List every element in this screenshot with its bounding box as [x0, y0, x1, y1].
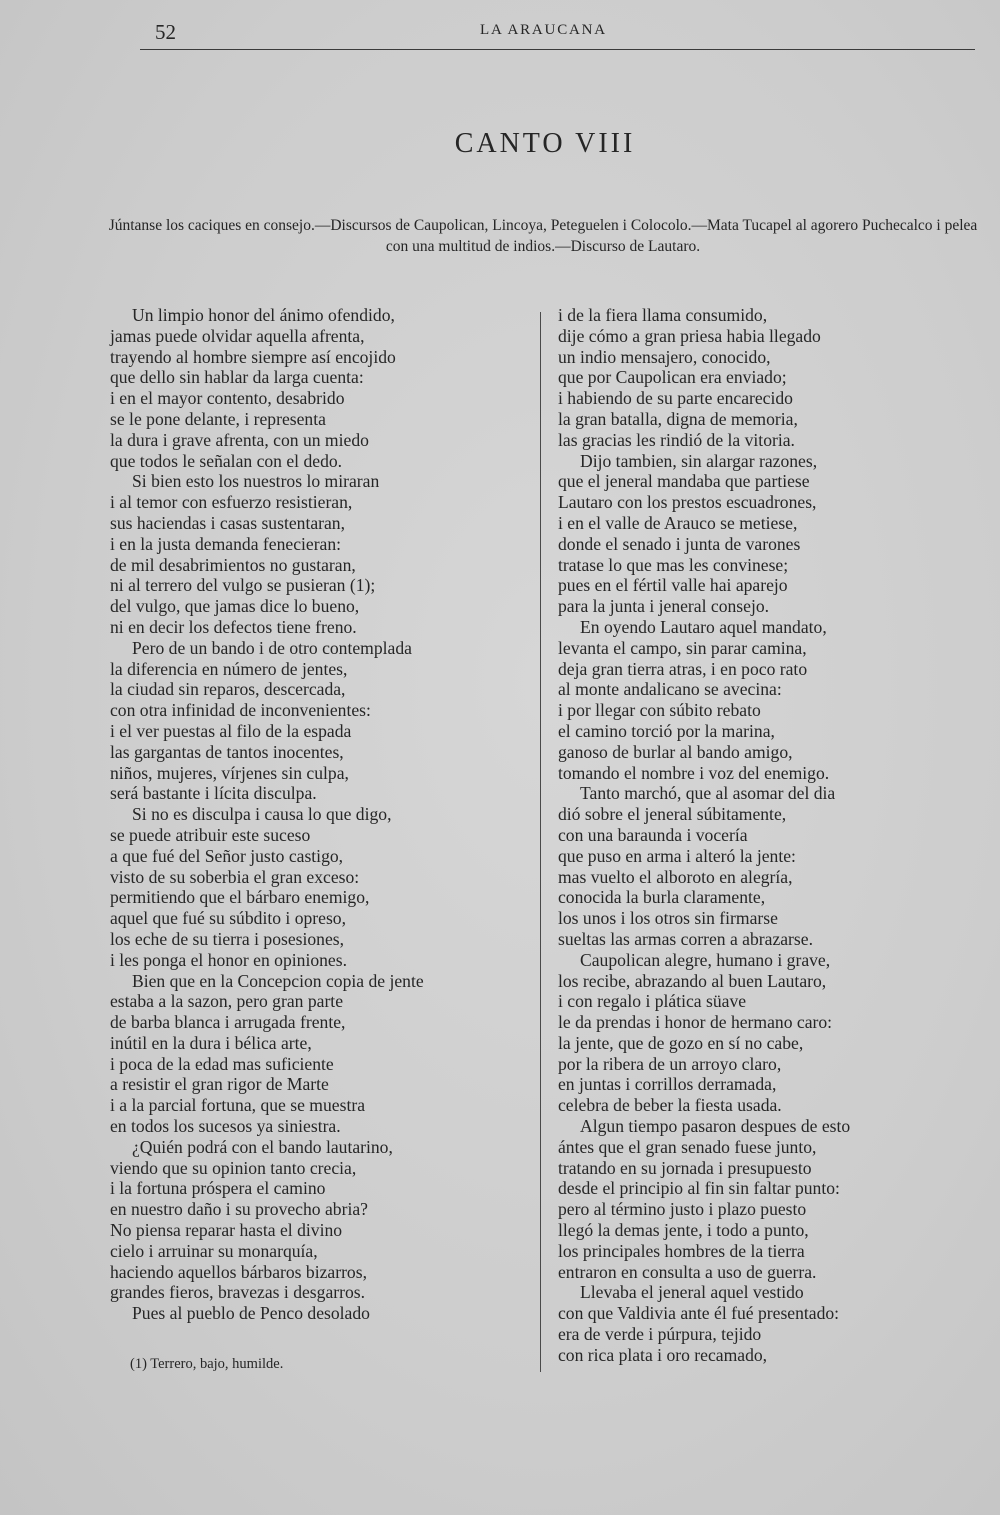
- verse-line: levanta el campo, sin parar camina,: [558, 637, 807, 658]
- verse-line: Caupolican alegre, humano i grave,: [580, 949, 831, 970]
- verse-line: estaba a la sazon, pero gran parte: [110, 991, 343, 1012]
- verse-line: que por Caupolican era enviado;: [558, 367, 787, 388]
- verse-line: Lautaro con los prestos escuadrones,: [558, 492, 817, 513]
- verse-line: ganoso de burlar al bando amigo,: [558, 741, 793, 762]
- header-rule: [140, 49, 975, 50]
- footnote: (1) Terrero, bajo, humilde.: [130, 1356, 284, 1372]
- verse-line: i de la fiera llama consumido,: [558, 305, 768, 325]
- verse-line: con rica plata i oro recamado,: [558, 1344, 768, 1365]
- verse-line: que todos le señalan con el dedo.: [110, 450, 343, 471]
- verse-line: i en el valle de Arauco se metiese,: [558, 512, 798, 533]
- verse-line: sueltas las armas corren a abrazarse.: [558, 928, 813, 949]
- verse-line: que puso en arma i alteró la jente:: [558, 845, 796, 866]
- verse-line: i habiendo de su parte encarecido: [558, 388, 793, 409]
- verse-line: dije cómo a gran priesa habia llegado: [558, 325, 821, 346]
- verse-line: que el jeneral mandaba que partiese: [558, 471, 810, 492]
- verse-line: i poca de la edad mas suficiente: [110, 1053, 334, 1074]
- verse-line: Tanto marchó, que al asomar del dia: [580, 783, 836, 804]
- verse-line: Pues al pueblo de Penco desolado: [132, 1303, 370, 1324]
- verse-line: i con regalo i plática süave: [558, 991, 747, 1012]
- verse-line: sus haciendas i casas sustentaran,: [110, 512, 345, 533]
- verse-line: niños, mujeres, vírjenes sin culpa,: [110, 762, 349, 783]
- left-column: [110, 305, 530, 1324]
- verse-line: deja gran tierra atras, i en poco rato: [558, 658, 808, 679]
- verse-line: las gracias les rindió de la vitoria.: [558, 429, 795, 450]
- verse-line: Llevaba el jeneral aquel vestido: [580, 1282, 804, 1303]
- verse-line: se le pone delante, i representa: [110, 408, 326, 429]
- verse-line: la jente, que de gozo en sí no cabe,: [558, 1032, 804, 1053]
- verse-line: pero al término justo i plazo puesto: [558, 1199, 807, 1220]
- verse-line: ántes que el gran senado fuese junto,: [558, 1136, 817, 1157]
- verse-line: desde el principio al fin sin faltar punto:: [558, 1178, 840, 1199]
- verse-line: para la junta i jeneral consejo.: [558, 596, 770, 617]
- verse-line: de barba blanca i arrugada frente,: [110, 1012, 346, 1033]
- verse-line: los eche de su tierra i posesiones,: [110, 928, 345, 949]
- verse-line: en nuestro daño i su provecho abria?: [110, 1199, 368, 1220]
- verse-line: los principales hombres de la tierra: [558, 1240, 805, 1261]
- verse-line: al monte andalicano se avecina:: [558, 679, 782, 700]
- verse-line: Dijo tambien, sin alargar razones,: [580, 450, 818, 471]
- running-title: LA ARAUCANA: [480, 22, 607, 38]
- canto-title: CANTO VIII: [454, 128, 636, 159]
- verse-line: dió sobre el jeneral súbitamente,: [558, 804, 787, 825]
- verse-line: se puede atribuir este suceso: [110, 824, 311, 845]
- verse-line: los recibe, abrazando al buen Lautaro,: [558, 970, 827, 991]
- verse-line: un indio mensajero, conocido,: [558, 346, 771, 367]
- verse-line: haciendo aquellos bárbaros bizarros,: [110, 1261, 367, 1282]
- verse-line: viendo que su opinion tanto crecia,: [110, 1157, 357, 1178]
- verse-line: la dura i grave afrenta, con un miedo: [110, 429, 369, 450]
- verse-line: donde el senado i junta de varones: [558, 533, 801, 554]
- verse-line: trayendo al hombre siempre así encojido: [110, 346, 396, 367]
- verse-line: será bastante i lícita disculpa.: [110, 783, 317, 804]
- verse-line: visto de su soberbia el gran exceso:: [110, 866, 360, 887]
- verse-line: i les ponga el honor en opiniones.: [110, 949, 347, 970]
- verse-line: i por llegar con súbito rebato: [558, 700, 761, 721]
- verse-line: inútil en la dura i bélica arte,: [110, 1032, 312, 1053]
- verse-line: ¿Quién podrá con el bando lautarino,: [132, 1136, 393, 1157]
- verse-line: cielo i arruinar su monarquía,: [110, 1240, 318, 1261]
- verse-line: por la ribera de un arroyo claro,: [558, 1053, 782, 1074]
- verse-line: Bien que en la Concepcion copia de jente: [132, 970, 424, 991]
- verse-line: ni en decir los defectos tiene freno.: [110, 616, 357, 637]
- verse-line: el camino torció por la marina,: [558, 720, 775, 741]
- verse-line: tomando el nombre i voz del enemigo.: [558, 762, 830, 783]
- verse-line: En oyendo Lautaro aquel mandato,: [580, 616, 827, 637]
- verse-line: en todos los sucesos ya siniestra.: [110, 1116, 341, 1137]
- running-header: [140, 20, 975, 50]
- verse-line: Un limpio honor del ánimo ofendido,: [132, 305, 395, 325]
- verse-line: aquel que fué su súbdito i opreso,: [110, 908, 347, 929]
- verse-line: Si bien esto los nuestros lo miraran: [132, 471, 380, 492]
- verse-line: i en el mayor contento, desabrido: [110, 388, 345, 409]
- verse-line: del vulgo, que jamas dice lo bueno,: [110, 596, 360, 617]
- verse-line: a resistir el gran rigor de Marte: [110, 1074, 329, 1095]
- verse-line: i el ver puestas al filo de la espada: [110, 720, 352, 741]
- right-column: [558, 305, 978, 1366]
- verse-line: mas vuelto el alboroto en alegría,: [558, 866, 793, 887]
- verse-line: grandes fieros, bravezas i desgarros.: [110, 1282, 366, 1303]
- verse-line: pues en el fértil valle hai aparejo: [558, 575, 788, 596]
- verse-line: la ciudad sin reparos, descercada,: [110, 679, 346, 700]
- verse-line: con que Valdivia ante él fué presentado:: [558, 1303, 840, 1324]
- verse-line: permitiendo que el bárbaro enemigo,: [110, 887, 370, 908]
- verse-line: Pero de un bando i de otro contemplada: [132, 637, 412, 658]
- verse-line: las gargantas de tantos inocentes,: [110, 741, 344, 762]
- verse-line: i la fortuna próspera el camino: [110, 1178, 326, 1199]
- verse-line: i al temor con esfuerzo resistieran,: [110, 492, 353, 513]
- column-divider: [540, 312, 541, 1372]
- verse-line: los unos i los otros sin firmarse: [558, 908, 778, 929]
- verse-line: con una baraunda i vocería: [558, 824, 748, 845]
- verse-line: le da prendas i honor de hermano caro:: [558, 1012, 833, 1033]
- verse-line: la diferencia en número de jentes,: [110, 658, 348, 679]
- verse-line: a que fué del Señor justo castigo,: [110, 845, 344, 866]
- verse-line: ni al terrero del vulgo se pusieran (1);: [110, 575, 376, 596]
- verse-line: la gran batalla, digna de memoria,: [558, 408, 798, 429]
- verse-line: llegó la demas jente, i todo a punto,: [558, 1220, 809, 1241]
- verse-line: de mil desabrimientos no gustaran,: [110, 554, 356, 575]
- verse-line: Si no es disculpa i causa lo que digo,: [132, 804, 392, 825]
- verse-line: era de verde i púrpura, tejido: [558, 1324, 762, 1345]
- canto-argument: Júntanse los caciques en consejo.—Discursos de Caupolican, Lincoya, Peteguelen i Colocolo.—Mata Tucapel al agorero Puchecalco i pelea con una multitud de indios.—Discurso de Lautaro.: [108, 217, 978, 255]
- verse-line: tratando en su jornada i presupuesto: [558, 1157, 812, 1178]
- verse-line: que dello sin hablar da larga cuenta:: [110, 367, 364, 388]
- verse-line: i en la justa demanda fenecieran:: [110, 533, 342, 554]
- verse-line: jamas puede olvidar aquella afrenta,: [110, 325, 365, 346]
- verse-line: celebra de beber la fiesta usada.: [558, 1095, 782, 1116]
- verse-line: i a la parcial fortuna, que se muestra: [110, 1095, 365, 1116]
- verse-line: entraron en consulta a uso de guerra.: [558, 1261, 817, 1282]
- verse-line: tratase lo que mas les convinese;: [558, 554, 789, 575]
- verse-line: No piensa reparar hasta el divino: [110, 1220, 343, 1241]
- verse-line: en juntas i corrillos derramada,: [558, 1074, 777, 1095]
- verse-line: con otra infinidad de inconvenientes:: [110, 700, 371, 721]
- verse-line: conocida la burla claramente,: [558, 887, 766, 908]
- page-number: 52: [155, 20, 176, 44]
- verse-line: Algun tiempo pasaron despues de esto: [580, 1116, 851, 1137]
